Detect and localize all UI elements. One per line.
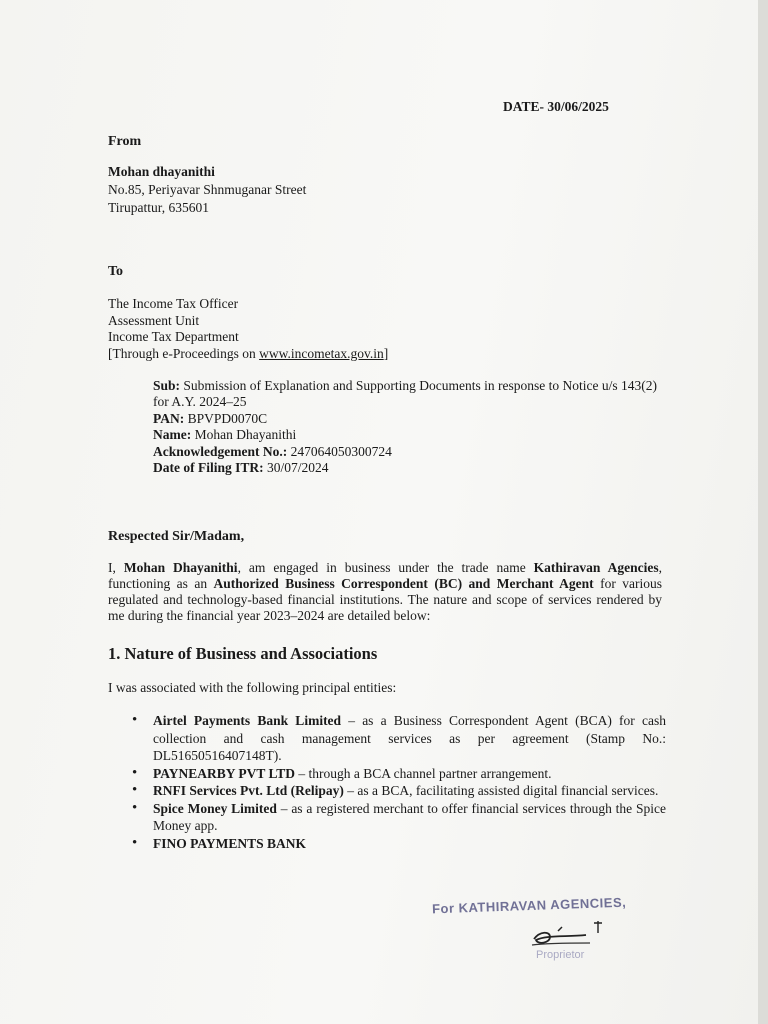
pan-line: PAN: BPVPD0070C [153,410,268,426]
list-item: • Airtel Payments Bank Limited – as a Business Correspondent Agent (BCA) for cash collection and cash management services as per agreement (Stamp No.: DL51650516407148T). [132,712,666,765]
signature-mark [528,913,618,953]
list-item: • PAYNEARBY PVT LTD – through a BCA channel partner arrangement. [132,765,666,783]
ack-line: Acknowledgement No.: 247064050300724 [153,443,392,459]
list-item: • Spice Money Limited – as a registered merchant to offer financial services through the Spice Money app. [132,800,666,835]
from-label: From [108,134,142,149]
entity-list [132,712,666,852]
intro-paragraph: I, Mohan Dhayanithi, am engaged in business under the trade name Kathiravan Agencies, functioning as an Authorized Business Correspondent (BC) and Merchant Agent for various regulated and technology-based financial institutions. The nature and scope of services rendered by me during the financial year 2023–2024 are detailed below: [108,560,663,623]
section-heading: 1. Nature of Business and Associations [108,644,378,663]
letter-date: DATE- 30/06/2025 [503,99,609,114]
list-item: • FINO PAYMENTS BANK [132,835,666,853]
sender-address-line-1: No.85, Periyavar Shnmuganar Street [108,182,307,197]
company-stamp [432,893,672,973]
stamp-text: For KATHIRAVAN AGENCIES, [431,894,627,917]
sender-name: Mohan dhayanithi [108,164,215,179]
stamp-subtext: Proprietor [536,949,585,961]
recipient-address [108,296,388,362]
name-line: Name: Mohan Dhayanithi [153,427,297,443]
list-item: • RNFI Services Pvt. Ltd (Relipay) – as a BCA, facilitating assisted digital financial services. [132,782,666,800]
incometax-link[interactable]: www.incometax.gov.in [259,345,384,361]
salutation: Respected Sir/Madam, [108,529,245,544]
recipient-line-3: Income Tax Department [108,329,239,344]
recipient-line-2: Assessment Unit [108,312,200,328]
subject-block [153,378,673,476]
sender-address [108,163,306,217]
sender-address-line-2: Tirupattur, 635601 [108,200,209,215]
to-label: To [108,264,124,279]
subject-line: Sub: Submission of Explanation and Supporting Documents in response to Notice u/s 143(2) for A.Y. 2024–25 [153,378,657,410]
section-intro: I was associated with the following principal entities: [108,680,397,695]
recipient-line-1: The Income Tax Officer [108,296,239,311]
filing-date-line: Date of Filing ITR: 30/07/2024 [153,460,329,476]
recipient-portal-line: [Through e-Proceedings on www.incometax.gov.in] [108,345,389,361]
